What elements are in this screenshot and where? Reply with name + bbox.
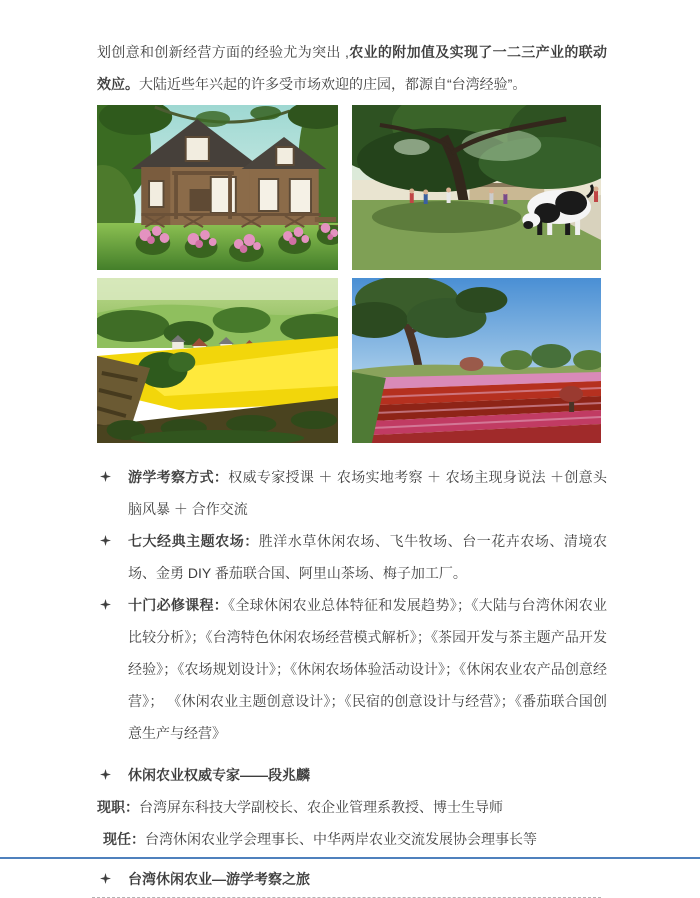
intro-text-1: 划创意和创新经营方面的经验尤为突出 , <box>97 44 349 60</box>
diamond-bullet-icon <box>100 599 111 610</box>
expert-position-line <box>97 791 607 823</box>
bullet-text: 胜洋水草休闲农场、飞牛牧场、台一花卉农场、清境农场、金勇 DIY 番茄联合国、阿里山茶场、梅子加工厂。 <box>128 533 607 581</box>
expert-current-text: 台湾休闲农业学会理事长、中华两岸农业交流发展协会理事长等 <box>145 831 537 847</box>
wooden-cottage-photo <box>97 105 338 270</box>
bullet-label: 十门必修课程： <box>128 597 229 613</box>
document-content <box>97 36 607 898</box>
footer-heading: 台湾休闲农业—游学考察之旅 <box>128 871 310 887</box>
cow-under-tree-photo <box>352 105 601 270</box>
list-item-expert <box>97 759 607 791</box>
bullet-label: 七大经典主题农场： <box>128 533 259 549</box>
footer-heading-row <box>92 865 601 898</box>
photo-gallery <box>97 105 607 443</box>
list-item-courses <box>97 589 607 749</box>
diamond-bullet-icon <box>100 873 111 884</box>
expert-position-label: 现职： <box>97 799 139 815</box>
expert-current-line <box>97 823 607 855</box>
expert-position-text: 台湾屏东科技大学副校长、农企业管理系教授、博士生导师 <box>139 799 503 815</box>
bullet-label: 游学考察方式： <box>128 469 229 485</box>
flower-field-photo <box>352 278 601 443</box>
intro-paragraph <box>97 36 607 100</box>
intro-text-bold: 农业的附加值及实现了一二三产业的联动效应。 <box>97 44 607 92</box>
diamond-bullet-icon <box>100 535 111 546</box>
rapeseed-field-photo <box>97 278 338 443</box>
expert-current-label: 现任： <box>103 831 145 847</box>
list-item-theme-farms <box>97 525 607 589</box>
intro-text-2: 大陆近些年兴起的许多受市场欢迎的庄园，都源自“台湾经验”。 <box>139 76 527 92</box>
bullet-text: 权威专家授课 ＋ 农场实地考察 ＋ 农场主现身说法 ＋创意头脑风暴 ＋ 合作交流 <box>128 469 607 517</box>
bottom-accent-divider <box>0 857 700 859</box>
bullet-label: 休闲农业权威专家——段兆麟 <box>128 767 310 783</box>
diamond-bullet-icon <box>100 471 111 482</box>
bullet-text: 《全球休闲农业总体特征和发展趋势》；《大陆与台湾休闲农业比较分析》；《台湾特色休闲农场经营模式解析》；《茶园开发与茶主题产品开发经验》；《农场规划设计》；《休闲农场体验活动设计》；《休闲农业农产品创意经营》； 《休闲农业主题创意设计》；《民宿的创意设计与经营》；《番茄联合国创意生产与经营》 <box>128 597 608 741</box>
bullet-list <box>97 461 607 791</box>
list-item-study-method <box>97 461 607 525</box>
diamond-bullet-icon <box>100 769 111 780</box>
